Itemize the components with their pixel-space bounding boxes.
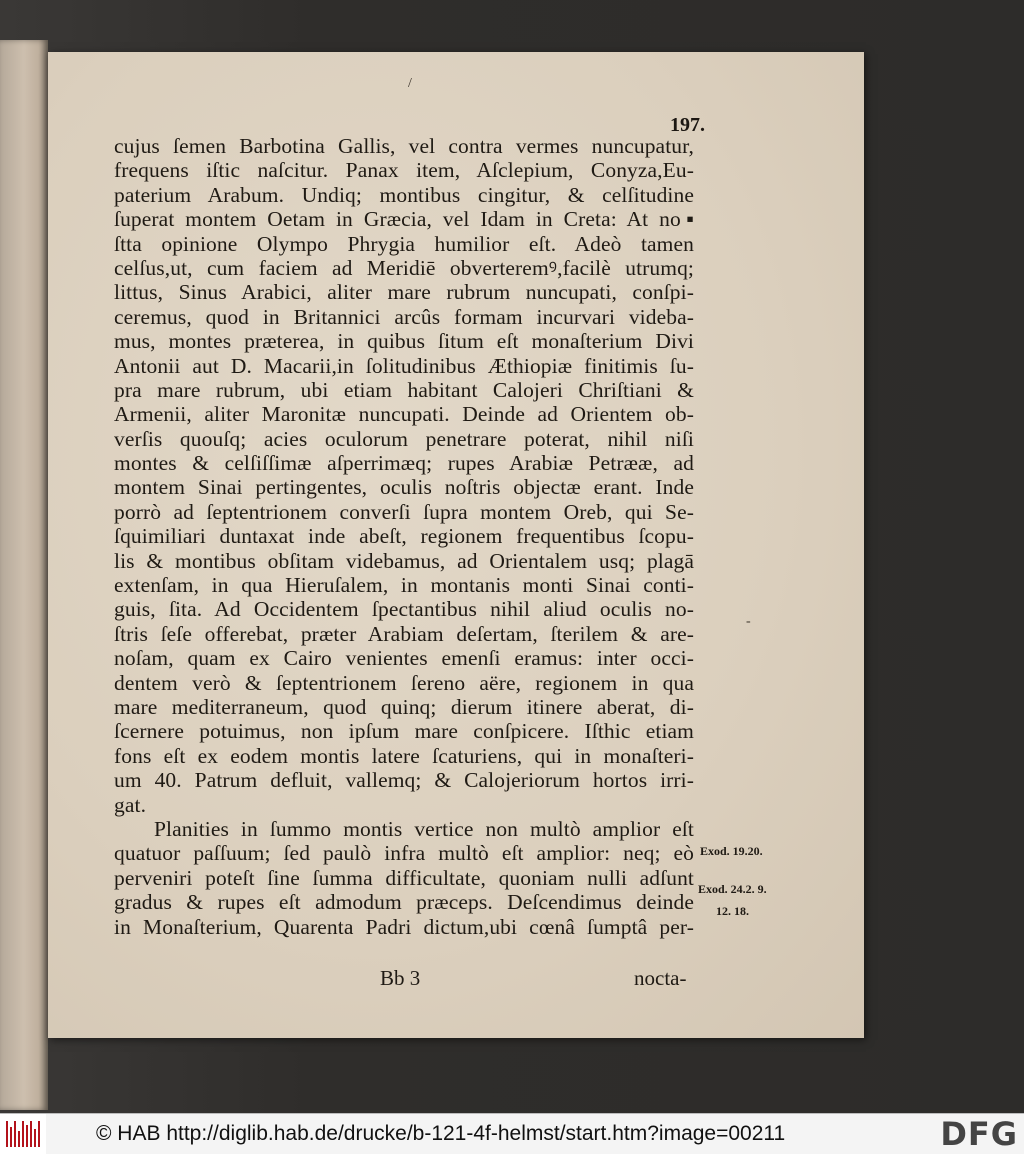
text-line: lis & montibus obſitam videbamus, ad Orientalem usq; plagā bbox=[114, 548, 694, 573]
text-line: ſcernere potuimus, non ipſum mare conſpicere. Iſthic etiam bbox=[114, 719, 694, 744]
text-line: cujus ſemen Barbotina Gallis, vel contra vermes nuncupatur, bbox=[114, 134, 694, 158]
margin-note-exodus-24: Exod. 24.2. 9. bbox=[698, 882, 767, 896]
text-line: ceremus, quod in Britannici arcûs formam incurvari videba- bbox=[114, 304, 694, 329]
footer-bar bbox=[0, 1113, 1024, 1154]
page-mark: / bbox=[408, 76, 412, 91]
text-line: frequens iſtic naſcitur. Panax item, Aſclepium, Conyza,Eu- bbox=[114, 158, 694, 183]
left-page-edge bbox=[0, 40, 48, 1110]
text-line: montes & celſiſſimæ aſperrimæq; rupes Arabiæ Petrææ, ad bbox=[114, 451, 694, 476]
text-line: ſuperat montem Oetam in Græcia, vel Idam in Creta: At no▪ bbox=[114, 207, 694, 232]
paragraph-first-line: Planities in ſummo montis vertice non multò amplior eſt bbox=[154, 816, 694, 841]
text-line: littus, Sinus Arabici, aliter mare rubrum nuncupati, conſpi- bbox=[114, 280, 694, 305]
page-number: 197. bbox=[670, 114, 705, 136]
dfg-logo-icon: DFG bbox=[940, 1115, 1018, 1153]
text-line: Antonii aut D. Macarii,in ſolitudinibus Æthiopiæ finitimis ſu- bbox=[114, 353, 694, 378]
text-line: mare mediterraneum, quod quinq; dierum itinere aberat, di- bbox=[114, 694, 694, 719]
text-line: ſquimiliari duntaxat inde abeſt, regionem frequentibus ſcopu- bbox=[114, 524, 694, 549]
text-line: dentem verò & ſeptentrionem ſereno aëre, regionem in qua bbox=[114, 670, 694, 695]
text-line: extenſam, in qua Hieruſalem, in montanis monti Sinai conti- bbox=[114, 573, 694, 598]
text-line: verſis quouſq; acies oculorum penetrare poterat, nihil niſi bbox=[114, 426, 694, 451]
margin-note-exodus-19: Exod. 19.20. bbox=[700, 844, 763, 858]
text-line: in Monaſterium, Quarenta Padri dictum,ubi cœnâ ſumptâ per- bbox=[114, 914, 694, 939]
text-line: noſam, quam ex Cairo venientes emenſi eramus: inter occi- bbox=[114, 646, 694, 671]
page-mark: - bbox=[746, 614, 751, 629]
main-text bbox=[114, 134, 694, 939]
margin-note-exodus-24-cont: 12. 18. bbox=[716, 904, 749, 918]
text-line: celſus,ut, cum faciem ad Meridiē obverteremꝰ,facilè utrumq; bbox=[114, 255, 694, 280]
hab-logo-icon bbox=[0, 1114, 46, 1154]
text-line: montem Sinai pertingentes, oculis noſtris objectæ erant. Inde bbox=[114, 475, 694, 500]
signature-mark: Bb 3 bbox=[380, 966, 421, 990]
text-line: um 40. Patrum defluit, vallemq; & Calojeriorum hortos irri- bbox=[114, 768, 694, 793]
text-line: porrò ad ſeptentrionem converſi ſupra montem Oreb, qui Se- bbox=[114, 499, 694, 524]
catchword: nocta- bbox=[634, 966, 687, 990]
text-line: ſtris ſeſe offerebat, præter Arabiam deſertam, ſterilem & are- bbox=[114, 621, 694, 646]
text-line: mus, montes præterea, in quibus ſitum eſt monaſterium Divi bbox=[114, 329, 694, 354]
text-line: pra mare rubrum, ubi etiam habitant Calojeri Chriſtiani & bbox=[114, 377, 694, 402]
copyright-link[interactable]: © HAB http://diglib.hab.de/drucke/b-121-4f-helmst/start.htm?image=00211 bbox=[96, 1122, 786, 1145]
text-line: ſtta opinione Olympo Phrygia humilior eſt. Adeò tamen bbox=[114, 231, 694, 256]
text-line: Armenii, aliter Maronitæ nuncupati. Deinde ad Orientem ob- bbox=[114, 402, 694, 427]
text-line: gat. bbox=[114, 792, 147, 817]
text-line: quatuor paſſuum; ſed paulò infra multò eſt amplior: neq; eò bbox=[114, 841, 694, 866]
text-line: perveniri poteſt ſine ſumma difficultate, quoniam nulli adſunt bbox=[114, 865, 694, 890]
text-line: gradus & rupes eſt admodum præceps. Deſcendimus deinde bbox=[114, 890, 694, 915]
text-line: guis, ſita. Ad Occidentem ſpectantibus nihil aliud oculis no- bbox=[114, 597, 694, 622]
text-line: paterium Arabum. Undiq; montibus cingitur, & celſitudine bbox=[114, 182, 694, 207]
text-line: fons eſt ex eodem montis latere ſcaturiens, qui in monaſteri- bbox=[114, 743, 694, 768]
